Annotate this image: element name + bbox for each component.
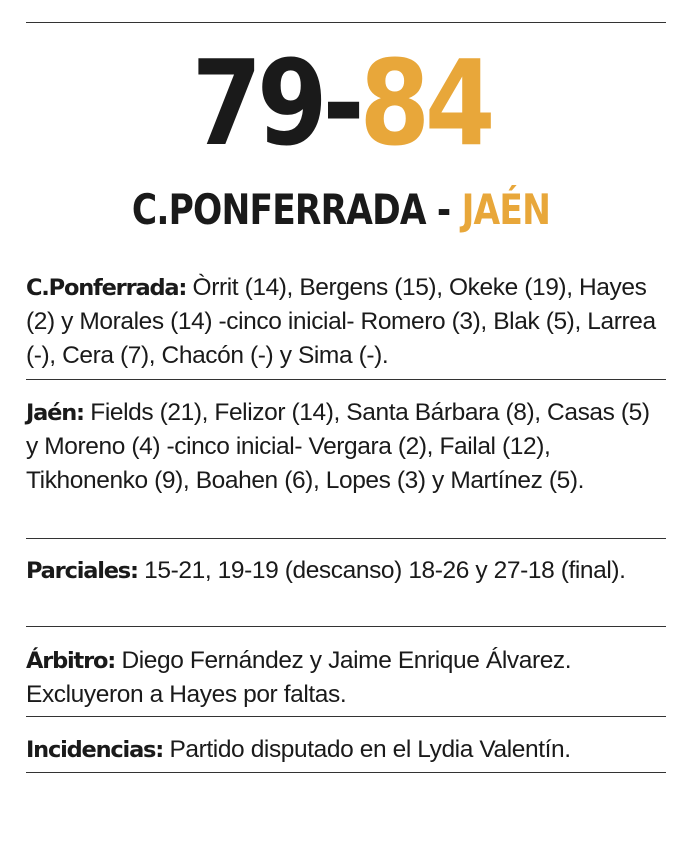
referee-section	[26, 644, 666, 712]
teams-separator: -	[425, 185, 462, 234]
away-team-name: JAÉN	[461, 185, 551, 234]
top-divider	[26, 22, 666, 23]
home-team-name: C.PONFERRADA	[131, 185, 426, 234]
quarters-label: Parciales:	[26, 558, 138, 584]
final-score	[48, 34, 635, 172]
home-lineup-text: Òrrit (14), Bergens (15), Okeke (19), Hayes (2) y Morales (14) -cinco inicial- Romero (3), Blak (5), Larrea (-), Cera (7), Chacón (-) y Sima (-).	[26, 274, 656, 369]
section-divider	[26, 626, 666, 627]
section-divider	[26, 379, 666, 380]
section-divider	[26, 716, 666, 717]
away-lineup-section	[26, 396, 666, 498]
incidents-label: Incidencias:	[26, 737, 164, 763]
quarters-section	[26, 554, 666, 588]
away-lineup-label: Jaén:	[26, 400, 84, 426]
quarters-text: 15-21, 19-19 (descanso) 18-26 y 27-18 (final).	[137, 557, 626, 584]
section-divider	[26, 772, 666, 773]
teams-heading	[61, 182, 620, 238]
away-lineup-text: Fields (21), Felizor (14), Santa Bárbara (8), Casas (5) y Moreno (4) -cinco inicial- Vergara (2), Failal (12), Tikhonenko (9), Boahen (6), Lopes (3) y Martínez (5).	[26, 399, 650, 494]
referee-label: Árbitro:	[26, 648, 116, 674]
section-divider	[26, 538, 666, 539]
away-score: 84	[359, 34, 491, 172]
incidents-text: Partido disputado en el Lydia Valentín.	[163, 736, 571, 763]
referee-text: Diego Fernández y Jaime Enrique Álvarez. Excluyeron a Hayes por faltas.	[26, 647, 572, 708]
incidents-section	[26, 733, 666, 767]
home-score: 79	[191, 34, 323, 172]
score-separator: -	[322, 34, 360, 172]
home-lineup-section	[26, 271, 666, 373]
home-lineup-label: C.Ponferrada:	[26, 275, 187, 301]
